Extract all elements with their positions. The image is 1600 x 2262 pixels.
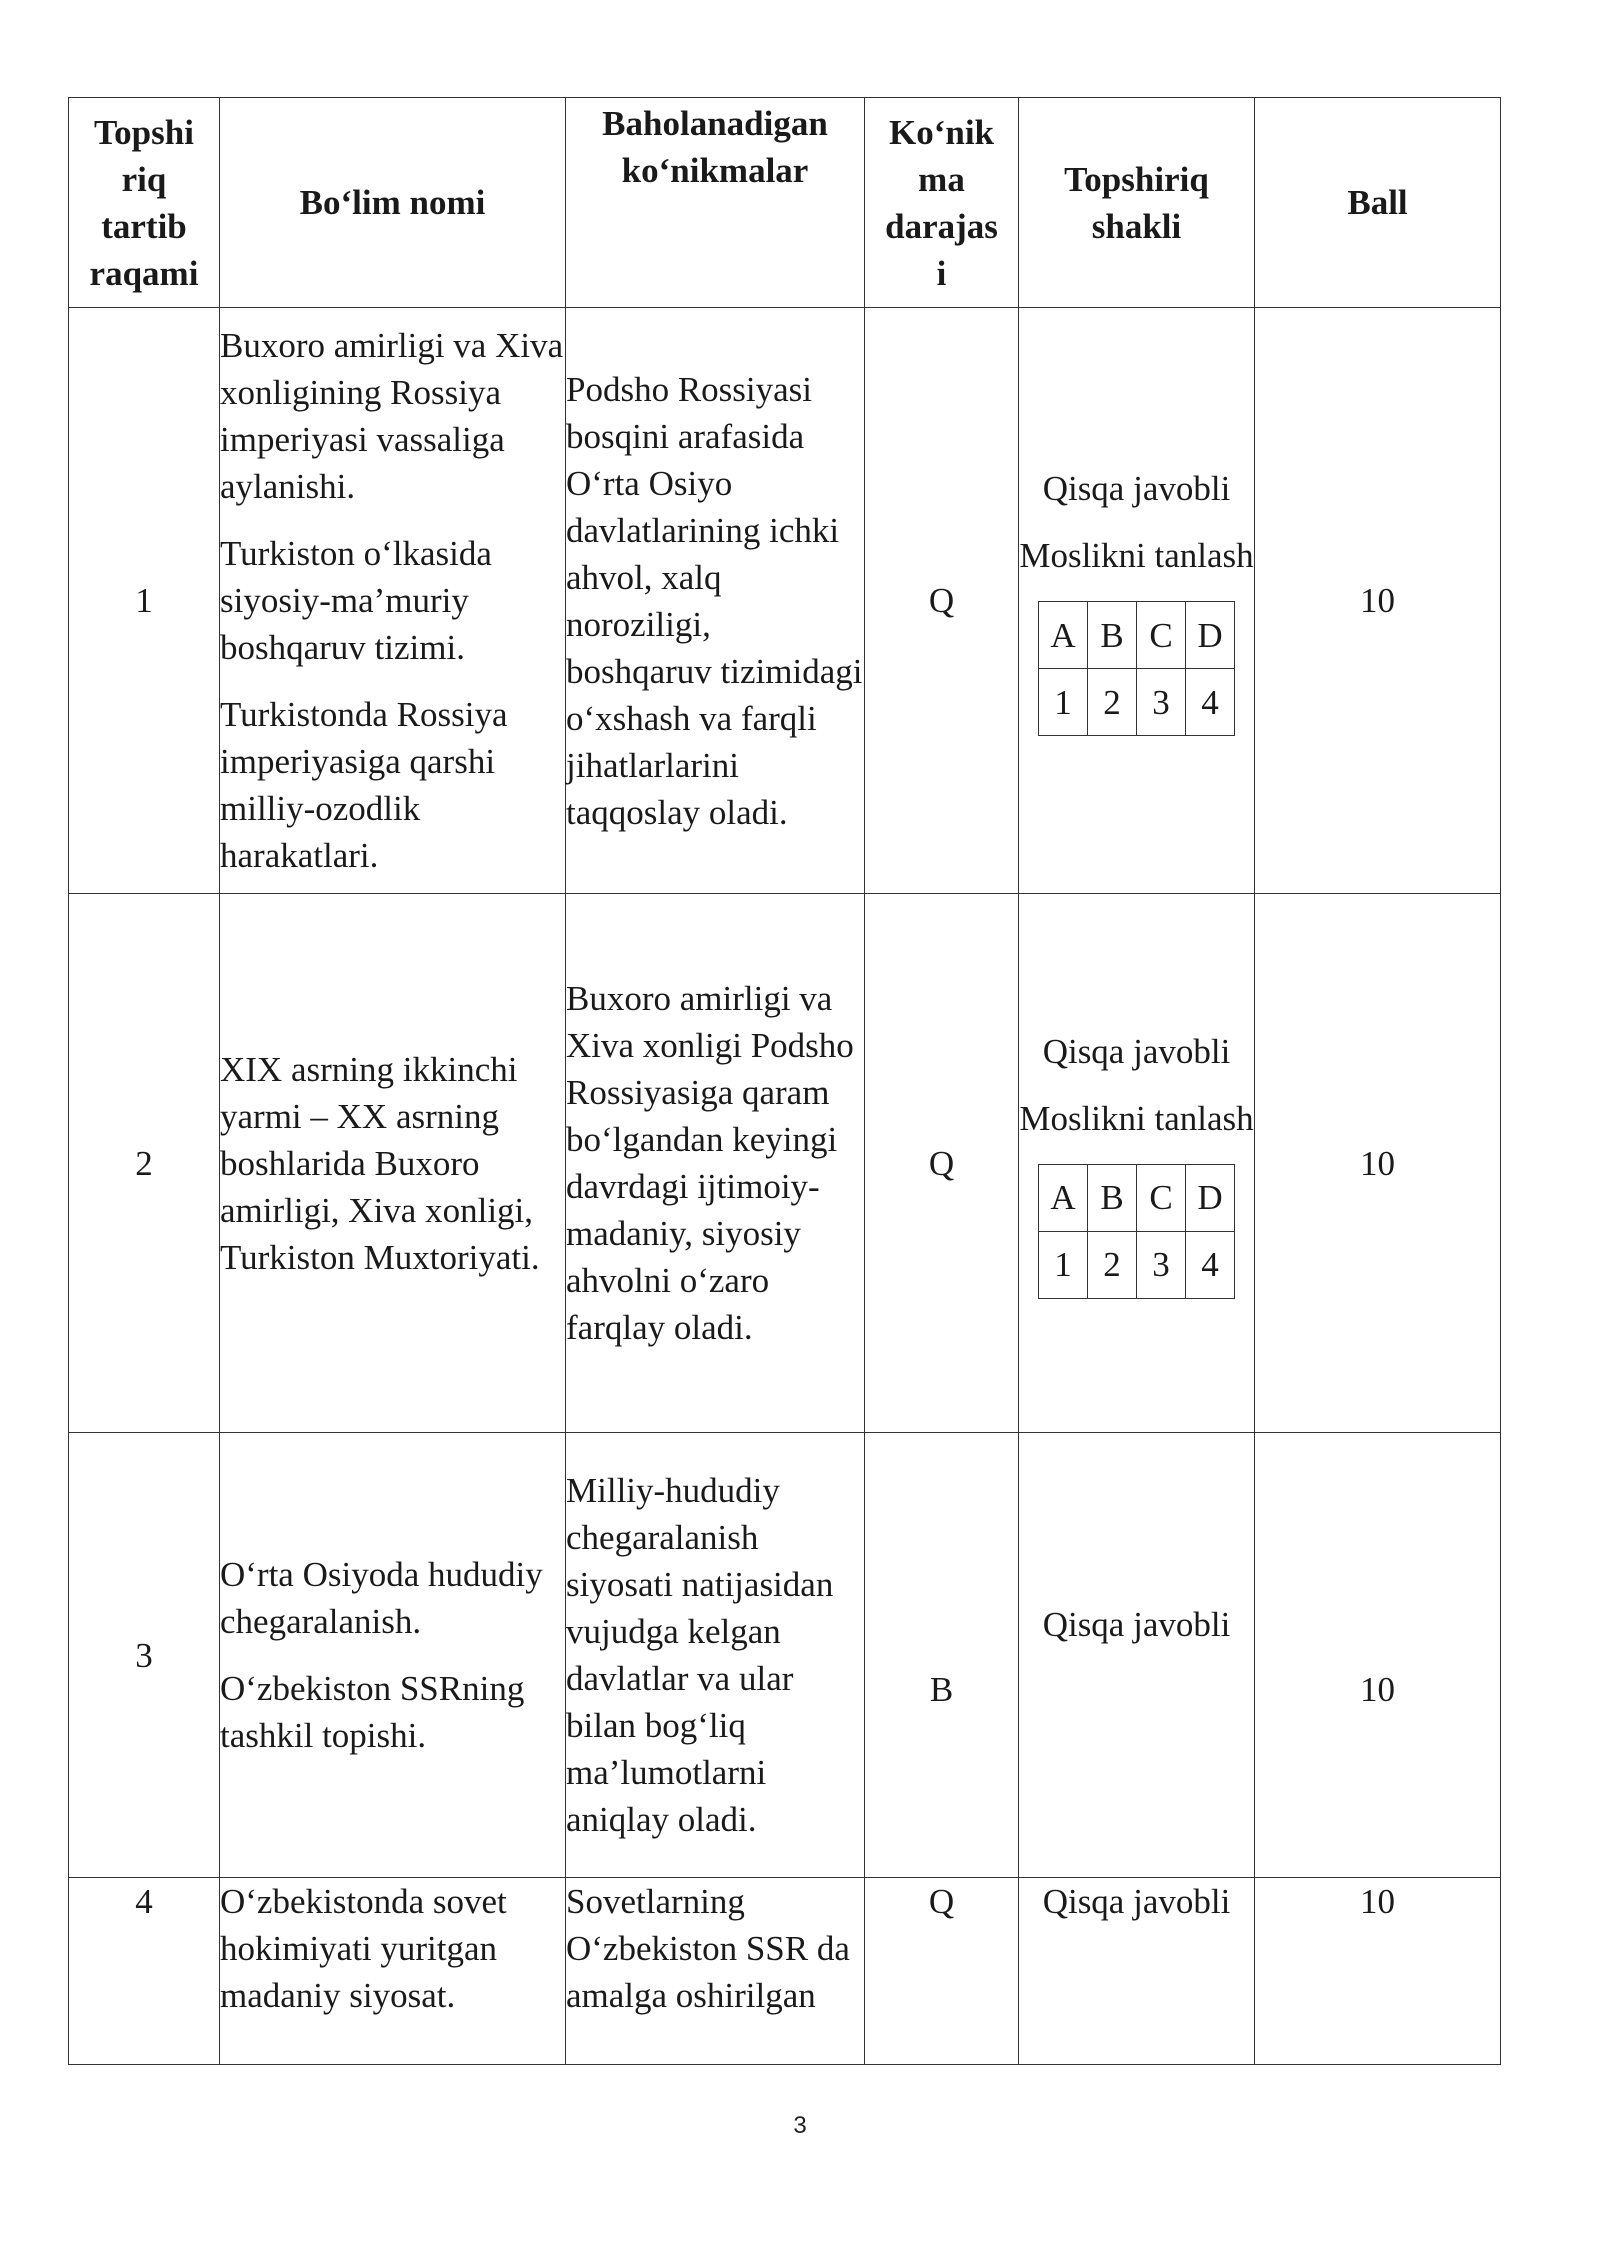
section-name-text: Turkistonda Rossiya imperiyasiga qarshi milliy-ozodlik harakatlari.: [220, 695, 508, 875]
task-form-cell: [1019, 894, 1255, 1433]
match-letter: A: [1039, 1164, 1088, 1231]
match-number: 1: [1039, 669, 1088, 736]
match-letter: C: [1137, 1164, 1186, 1231]
row-number: 4: [69, 1878, 220, 2065]
skill-level: Q: [865, 1878, 1019, 2065]
section-name-text: XIX asrning ikkinchi yarmi – XX asrning boshlarida Buxoro amirligi, Xiva xonligi, Turkiston Muxtoriyati.: [220, 1049, 540, 1277]
header-task-form: Topshiriq shakli: [1019, 98, 1255, 308]
table-row: [69, 308, 1501, 894]
score-value: 10: [1255, 1433, 1501, 1878]
score-value: 10: [1255, 894, 1501, 1433]
table-row: [69, 894, 1501, 1433]
match-number: 1: [1039, 1231, 1088, 1298]
header-score: Ball: [1255, 98, 1501, 308]
section-name-text: Turkiston o‘lkasida siyosiy-ma’muriy boshqaruv tizimi.: [220, 534, 492, 667]
match-number: 4: [1186, 1231, 1235, 1298]
task-form-text: Qisqa javobli: [1042, 469, 1231, 508]
task-form-text: Moslikni tanlash: [1019, 1098, 1254, 1138]
skill-level: Q: [865, 308, 1019, 894]
skill-level: B: [865, 1433, 1019, 1878]
match-letter: B: [1088, 602, 1137, 669]
page-number: 3: [793, 2112, 807, 2139]
row-number: 2: [69, 894, 220, 1433]
match-number: 2: [1088, 1231, 1137, 1298]
task-form-cell: [1019, 1878, 1255, 2065]
section-name-cell: [220, 1878, 566, 2065]
section-name-text: Buxoro amirligi va Xiva xonligining Rossiya imperiyasi vassaliga aylanishi.: [220, 326, 564, 506]
skills-cell: Milliy-hududiy chegaralanish siyosati natijasidan vujudga kelgan davlatlar va ular bilan bog‘liq ma’lumotlarni aniqlay oladi.: [566, 1433, 865, 1878]
section-name-cell: [220, 894, 566, 1433]
header-section-name: Bo‘lim nomi: [220, 98, 566, 308]
row-number: 1: [69, 308, 220, 894]
score-value: 10: [1255, 308, 1501, 894]
task-form-text: Qisqa javobli: [1042, 1882, 1231, 1921]
task-form-cell: [1019, 1433, 1255, 1878]
task-form-text: Moslikni tanlash: [1019, 536, 1254, 575]
assessment-table: [68, 97, 1501, 2065]
skills-cell: Podsho Rossiyasi bosqini arafasida O‘rta Osiyo davlatlarining ichki ahvol, xalq noroziligi, boshqaruv tizimidagi o‘xshash va farqli jihatlarlarini taqqoslay oladi.: [566, 308, 865, 894]
skills-cell: Sovetlarning O‘zbekiston SSR da amalga oshirilgan: [566, 1878, 865, 2065]
section-name-cell: [220, 308, 566, 894]
section-name-text: O‘zbekiston SSRning tashkil topishi.: [220, 1669, 525, 1755]
match-number: 4: [1186, 669, 1235, 736]
match-number: 3: [1137, 669, 1186, 736]
table-row: [69, 1433, 1501, 1878]
table-row: [69, 1878, 1501, 2065]
match-letter: D: [1186, 1164, 1235, 1231]
score-value: 10: [1255, 1878, 1501, 2065]
match-number: 3: [1137, 1231, 1186, 1298]
section-name-text: O‘zbekistonda sovet hokimiyati yuritgan madaniy siyosat.: [220, 1882, 507, 2015]
task-form-text: Qisqa javobli: [1042, 1031, 1231, 1071]
match-letter: D: [1186, 602, 1235, 669]
row-number: 3: [69, 1433, 220, 1878]
section-name-text: O‘rta Osiyoda hududiy chegaralanish.: [220, 1555, 543, 1641]
header-skill-level: Ko‘nik ma darajas i: [865, 98, 1019, 308]
match-letter: A: [1039, 602, 1088, 669]
task-form-text: Qisqa javobli: [1042, 1604, 1231, 1644]
match-letter: C: [1137, 602, 1186, 669]
skills-cell: Buxoro amirligi va Xiva xonligi Podsho Rossiyasiga qaram bo‘lgandan keyingi davrdagi ijtimoiy-madaniy, siyosiy ahvolni o‘zaro farqlay oladi.: [566, 894, 865, 1433]
matching-grid: [1038, 601, 1235, 736]
matching-grid: [1038, 1164, 1235, 1299]
section-name-cell: [220, 1433, 566, 1878]
header-task-number: Topshi riq tartib raqami: [69, 98, 220, 308]
header-skills: Baholanadigan ko‘nikmalar: [566, 98, 865, 308]
skill-level: Q: [865, 894, 1019, 1433]
task-form-cell: [1019, 308, 1255, 894]
header-row: [69, 98, 1501, 308]
match-letter: B: [1088, 1164, 1137, 1231]
match-number: 2: [1088, 669, 1137, 736]
